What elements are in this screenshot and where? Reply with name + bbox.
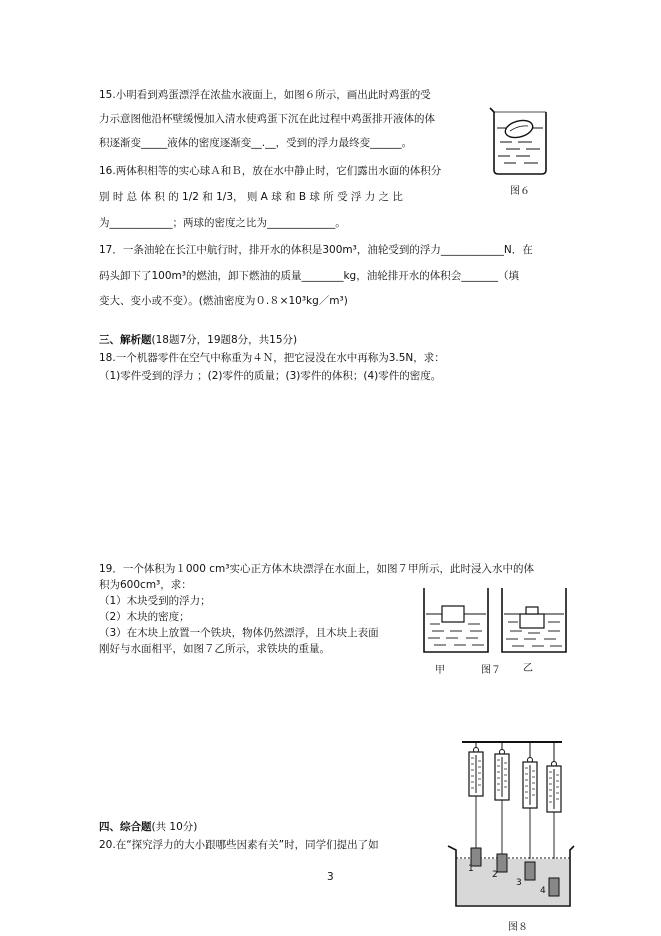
section4-title: 四、综合题	[99, 821, 152, 833]
fig6-beaker-egg	[486, 104, 556, 180]
fig7-label-left: 甲	[435, 665, 445, 676]
q15-line1: 15.小明看到鸡蛋漂浮在浓盐水液面上，如图６所示，画出此时鸡蛋的受	[99, 89, 431, 101]
q19-line3: （1）木块受到的浮力；	[99, 595, 211, 607]
section3-title: 三、解析题	[99, 334, 152, 346]
section3-heading	[99, 333, 297, 347]
fig8-spring-scales-tank	[444, 736, 576, 914]
page-number: 3	[327, 871, 334, 883]
q17-line1: 17．一条油轮在长江中航行时，排开水的体积是300m³，油轮受到的浮力____________N．在	[99, 244, 533, 256]
q20-line1: 20.在“探究浮力的大小跟哪些因素有关”时，同学们提出了如	[99, 839, 379, 851]
fig7-containers	[420, 586, 572, 656]
q16-line2: 别 时 总 体 积 的 1/2 和 1/3， 则 A 球 和 B 球 所 受 浮 力 之 比	[99, 191, 403, 203]
q15-line3: 积逐渐变_____液体的密度逐渐变__.__，受到的浮力最终变______。	[99, 137, 413, 149]
fig8-caption: 图８	[508, 922, 528, 933]
fig8-label-1: 1	[468, 864, 474, 874]
fig8-label-4: 4	[540, 886, 546, 896]
q16-line1: 16.两体积相等的实心球Ａ和Ｂ，放在水中静止时，它们露出水面的体积分	[99, 165, 442, 177]
q19-line6: 刚好与水面相平，如图７乙所示，求铁块的重量。	[99, 643, 330, 655]
fig8-label-3: 3	[516, 878, 522, 888]
fig7-caption: 图７	[481, 665, 501, 676]
q19-line4: （2）木块的密度；	[99, 611, 190, 623]
q16-line3: 为____________；两球的密度之比为_____________。	[99, 217, 346, 229]
q19-line5: （3）在木块上放置一个铁块，物体仍然漂浮，且木块上表面	[99, 627, 379, 639]
q18-line2: （1)零件受到的浮力 ；(2)零件的质量；(3)零件的体积；(4)零件的密度。	[99, 370, 442, 382]
fig6-caption: 图６	[510, 186, 530, 197]
fig8-label-2: 2	[492, 870, 498, 880]
q19-line2: 积为600cm³，求：	[99, 579, 192, 591]
q15-line2: 力示意图他沿杯壁缓慢加入清水使鸡蛋下沉在此过程中鸡蛋排开液体的体	[99, 113, 435, 125]
q19-line1: 19．一个体积为１000 cm³实心正方体木块漂浮在水面上，如图７甲所示，此时浸入水中的体	[99, 563, 534, 575]
q17-line2: 码头卸下了100m³的燃油，卸下燃油的质量________kg，油轮排开水的体积会_______（填	[99, 270, 519, 282]
q18-line1: 18.一个机器零件在空气中称重为４Ｎ，把它浸没在水中再称为3.5N，求：	[99, 352, 445, 364]
section4-score: (共 10分)	[151, 821, 198, 833]
section3-score: (18题7分，19题8分，共15分)	[151, 334, 298, 346]
fig7-label-right: 乙	[523, 663, 533, 674]
q17-line3: 变大、变小或不变）。(燃油密度为０.８×10³kg／m³)	[99, 295, 348, 307]
section4-heading	[99, 820, 197, 834]
